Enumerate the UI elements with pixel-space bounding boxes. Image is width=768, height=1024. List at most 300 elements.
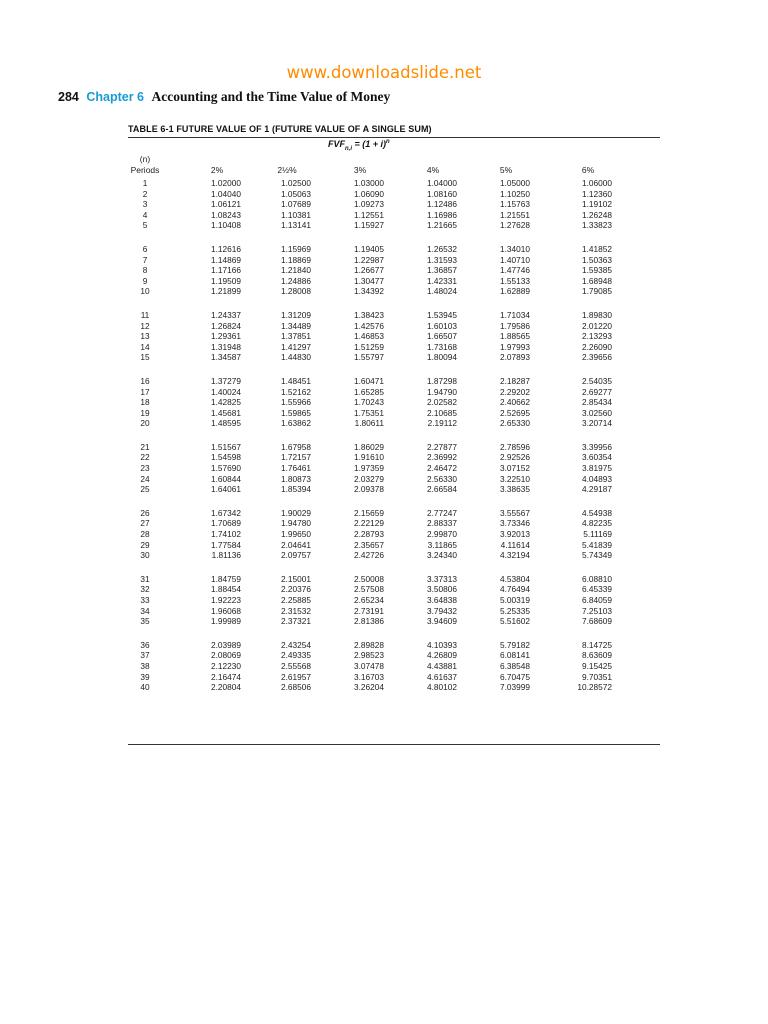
value-cell: 1.40710 [500, 254, 530, 265]
value-cell: 1.68948 [582, 275, 612, 286]
period-cell: 37 [140, 650, 150, 661]
value-cell: 2.56330 [427, 473, 457, 484]
value-cell: 1.14869 [211, 254, 241, 265]
value-cell: 1.19405 [354, 243, 384, 254]
value-cell: 1.97993 [500, 341, 530, 352]
table-title: TABLE 6-1 FUTURE VALUE OF 1 (FUTURE VALUE OF A SINGLE SUM) [128, 124, 432, 134]
value-cell: 10.28572 [577, 682, 612, 693]
value-cell: 1.33823 [582, 220, 612, 231]
value-cell: 1.10381 [281, 209, 311, 220]
value-cell: 1.40024 [211, 386, 241, 397]
value-cell: 1.59385 [582, 265, 612, 276]
period-cell: 2 [142, 188, 148, 199]
value-cell: 3.07478 [354, 660, 384, 671]
value-cell: 2.20376 [281, 584, 311, 595]
value-cell: 1.70243 [354, 397, 384, 408]
chapter-label: Chapter 6 [86, 90, 144, 104]
value-cell: 2.66584 [427, 484, 457, 495]
watermark-text: www.downloadslide.net [286, 63, 482, 82]
value-cell: 1.34489 [281, 320, 311, 331]
period-cell: 9 [142, 275, 148, 286]
table-row [128, 540, 660, 551]
value-cell: 2.40662 [500, 397, 530, 408]
value-cell: 1.88565 [500, 331, 530, 342]
value-cell: 2.35657 [354, 539, 384, 550]
value-cell: 2.57508 [354, 584, 384, 595]
value-cell: 2.92526 [500, 452, 530, 463]
period-cell: 10 [140, 286, 150, 297]
value-cell: 1.06090 [354, 188, 384, 199]
value-cell: 1.59865 [281, 407, 311, 418]
table-top-rule [128, 137, 660, 138]
value-cell: 1.07689 [281, 199, 311, 210]
value-cell: 3.37313 [427, 573, 457, 584]
value-cell: 2.81386 [354, 616, 384, 627]
period-cell: 16 [140, 375, 150, 386]
value-cell: 1.41297 [281, 341, 311, 352]
table-row [128, 529, 660, 540]
value-cell: 1.24886 [281, 275, 311, 286]
value-cell: 1.42825 [211, 397, 241, 408]
value-cell: 1.08243 [211, 209, 241, 220]
value-cell: 2.85434 [582, 397, 612, 408]
period-cell: 18 [140, 397, 150, 408]
value-cell: 2.54035 [582, 375, 612, 386]
value-cell: 1.31948 [211, 341, 241, 352]
period-cell: 36 [140, 639, 150, 650]
period-cell: 5 [142, 220, 148, 231]
value-cell: 6.08141 [500, 650, 530, 661]
value-cell: 1.45681 [211, 407, 241, 418]
table-row [128, 584, 660, 595]
value-cell: 1.80611 [354, 418, 384, 429]
row-group [128, 310, 660, 363]
column-header-2-5pct: 2½% [277, 165, 297, 175]
value-cell: 1.09273 [354, 199, 384, 210]
value-cell: 3.79432 [427, 605, 457, 616]
value-cell: 1.63862 [281, 418, 311, 429]
value-cell: 4.53804 [500, 573, 530, 584]
period-cell: 1 [142, 178, 148, 188]
value-cell: 1.67958 [281, 441, 311, 452]
value-cell: 3.24340 [427, 550, 457, 561]
period-cell: 12 [140, 320, 150, 331]
period-cell: 8 [142, 265, 148, 276]
table-row [128, 650, 660, 661]
value-cell: 1.48024 [427, 286, 457, 297]
value-cell: 3.94609 [427, 616, 457, 627]
value-cell: 1.08160 [427, 188, 457, 199]
table-row [128, 616, 660, 627]
period-cell: 28 [140, 529, 150, 540]
value-cell: 1.52162 [281, 386, 311, 397]
table-row [128, 286, 660, 297]
value-cell: 1.67342 [211, 507, 241, 518]
value-cell: 1.26248 [582, 209, 612, 220]
value-cell: 2.99870 [427, 529, 457, 540]
row-group [128, 178, 660, 231]
table-bottom-rule [128, 744, 660, 745]
table-row [128, 244, 660, 255]
value-cell: 1.34587 [211, 352, 241, 363]
formula-i: i [380, 139, 384, 149]
value-cell: 1.28008 [281, 286, 311, 297]
value-cell: 1.91610 [354, 452, 384, 463]
value-cell: 2.26090 [582, 341, 612, 352]
value-cell: 2.25885 [281, 595, 311, 605]
value-cell: 2.42726 [354, 550, 384, 561]
periods-header: Periods [130, 165, 160, 175]
value-cell: 1.60844 [211, 473, 241, 484]
value-cell: 3.38635 [500, 484, 530, 495]
value-cell: 1.34010 [500, 243, 530, 254]
value-cell: 2.98523 [354, 650, 384, 661]
chapter-title: Accounting and the Time Value of Money [151, 89, 391, 104]
value-cell: 1.62889 [500, 286, 530, 297]
value-cell: 1.10250 [500, 188, 530, 199]
value-cell: 2.61957 [281, 671, 311, 682]
value-cell: 1.57690 [211, 463, 241, 474]
value-cell: 6.84059 [582, 595, 612, 605]
value-cell: 2.49335 [281, 650, 311, 661]
value-cell: 1.04000 [427, 178, 457, 188]
value-cell: 1.37279 [211, 375, 241, 386]
value-cell: 7.25103 [582, 605, 612, 616]
value-cell: 1.26677 [354, 265, 384, 276]
value-cell: 4.82235 [582, 518, 612, 529]
value-cell: 4.26809 [427, 650, 457, 661]
value-cell: 2.37321 [281, 616, 311, 627]
period-cell: 11 [140, 309, 150, 320]
period-cell: 30 [140, 550, 150, 561]
table-row [128, 595, 660, 606]
value-cell: 4.54938 [582, 507, 612, 518]
table-row [128, 463, 660, 474]
value-cell: 6.45339 [582, 584, 612, 595]
value-cell: 1.02500 [281, 178, 311, 188]
value-cell: 1.38423 [354, 309, 384, 320]
value-cell: 3.81975 [582, 463, 612, 474]
value-cell: 2.20804 [211, 682, 241, 693]
value-cell: 1.02000 [211, 178, 241, 188]
value-cell: 1.22987 [354, 254, 384, 265]
value-cell: 3.02560 [582, 407, 612, 418]
value-cell: 2.18287 [500, 375, 530, 386]
value-cell: 2.27877 [427, 441, 457, 452]
value-cell: 1.12616 [211, 243, 241, 254]
value-cell: 2.31532 [281, 605, 311, 616]
value-cell: 2.65234 [354, 595, 384, 605]
value-cell: 2.03279 [354, 473, 384, 484]
table-row [128, 276, 660, 287]
value-cell: 1.06121 [211, 199, 241, 210]
column-header-4pct: 4% [426, 165, 440, 175]
value-cell: 1.50363 [582, 254, 612, 265]
period-cell: 23 [140, 463, 150, 474]
value-cell: 1.10408 [211, 220, 241, 231]
table-row [128, 606, 660, 617]
table-row [128, 387, 660, 398]
value-cell: 2.28793 [354, 529, 384, 540]
value-cell: 5.51602 [500, 616, 530, 627]
value-cell: 1.89830 [582, 309, 612, 320]
value-cell: 1.77584 [211, 539, 241, 550]
row-group [128, 574, 660, 627]
table-row [128, 189, 660, 200]
page-number: 284 [58, 90, 79, 104]
table-row [128, 342, 660, 353]
value-cell: 1.21665 [427, 220, 457, 231]
value-cell: 3.26204 [354, 682, 384, 693]
value-cell: 1.86029 [354, 441, 384, 452]
value-cell: 1.76461 [281, 463, 311, 474]
table-row [128, 508, 660, 519]
value-cell: 1.74102 [211, 529, 241, 540]
table-row [128, 310, 660, 321]
value-cell: 1.42576 [354, 320, 384, 331]
table-row [128, 640, 660, 651]
value-cell: 1.99989 [211, 616, 241, 627]
value-cell: 6.70475 [500, 671, 530, 682]
value-cell: 2.02582 [427, 397, 457, 408]
n-label: (n) [139, 154, 151, 164]
value-cell: 1.05000 [500, 178, 530, 188]
period-cell: 34 [140, 605, 150, 616]
value-cell: 1.12360 [582, 188, 612, 199]
value-cell: 1.46853 [354, 331, 384, 342]
value-cell: 8.14725 [582, 639, 612, 650]
value-cell: 2.09378 [354, 484, 384, 495]
period-cell: 24 [140, 473, 150, 484]
table-row [128, 518, 660, 529]
table-row [128, 210, 660, 221]
table-row [128, 418, 660, 429]
value-cell: 2.50008 [354, 573, 384, 584]
value-cell: 1.92223 [211, 595, 241, 605]
value-cell: 1.03000 [354, 178, 384, 188]
period-cell: 14 [140, 341, 150, 352]
value-cell: 4.32194 [500, 550, 530, 561]
value-cell: 6.08810 [582, 573, 612, 584]
column-header-3pct: 3% [353, 165, 367, 175]
value-cell: 1.19509 [211, 275, 241, 286]
value-cell: 1.31209 [281, 309, 311, 320]
value-cell: 1.15763 [500, 199, 530, 210]
formula-subscript: n,i [345, 145, 352, 152]
value-cell: 1.18869 [281, 254, 311, 265]
value-cell: 1.51567 [211, 441, 241, 452]
period-cell: 13 [140, 331, 150, 342]
table-row [128, 682, 660, 693]
value-cell: 1.81136 [211, 550, 241, 561]
row-group [128, 376, 660, 429]
value-cell: 3.50806 [427, 584, 457, 595]
value-cell: 1.48451 [281, 375, 311, 386]
table-row [128, 321, 660, 332]
value-cell: 1.65285 [354, 386, 384, 397]
value-cell: 5.41839 [582, 539, 612, 550]
value-cell: 1.24337 [211, 309, 241, 320]
value-cell: 1.05063 [281, 188, 311, 199]
period-cell: 39 [140, 671, 150, 682]
value-cell: 1.85394 [281, 484, 311, 495]
value-cell: 2.08069 [211, 650, 241, 661]
value-cell: 7.68609 [582, 616, 612, 627]
value-cell: 3.39956 [582, 441, 612, 452]
row-group [128, 244, 660, 297]
formula-close: ) [383, 139, 387, 149]
formula-superscript: n [386, 139, 390, 145]
period-cell: 22 [140, 452, 150, 463]
value-cell: 1.80873 [281, 473, 311, 484]
value-cell: 5.25335 [500, 605, 530, 616]
period-cell: 20 [140, 418, 150, 429]
value-cell: 1.06000 [582, 178, 612, 188]
period-cell: 21 [140, 441, 150, 452]
value-cell: 3.11865 [427, 539, 457, 550]
running-head [58, 89, 390, 105]
value-cell: 2.43254 [281, 639, 311, 650]
value-cell: 1.79586 [500, 320, 530, 331]
value-cell: 2.19112 [427, 418, 457, 429]
period-cell: 15 [140, 352, 150, 363]
column-header-2pct: 2% [210, 165, 224, 175]
value-cell: 3.07152 [500, 463, 530, 474]
value-cell: 4.76494 [500, 584, 530, 595]
table-row [128, 442, 660, 453]
value-cell: 1.42331 [427, 275, 457, 286]
value-cell: 2.01220 [582, 320, 612, 331]
value-cell: 7.03999 [500, 682, 530, 693]
value-cell: 2.68506 [281, 682, 311, 693]
value-cell: 1.19102 [582, 199, 612, 210]
row-group [128, 508, 660, 561]
value-cell: 1.54598 [211, 452, 241, 463]
table-row [128, 452, 660, 463]
period-cell: 35 [140, 616, 150, 627]
value-cell: 5.11169 [583, 529, 612, 540]
value-cell: 1.84759 [211, 573, 241, 584]
value-cell: 1.73168 [427, 341, 457, 352]
value-cell: 1.36857 [427, 265, 457, 276]
value-cell: 4.80102 [427, 682, 457, 693]
value-cell: 2.10685 [427, 407, 457, 418]
value-cell: 1.12486 [427, 199, 457, 210]
value-cell: 1.21840 [281, 265, 311, 276]
value-cell: 2.16474 [211, 671, 241, 682]
value-cell: 9.70351 [582, 671, 612, 682]
value-cell: 1.04040 [211, 188, 241, 199]
value-cell: 1.21551 [500, 209, 530, 220]
value-cell: 2.77247 [427, 507, 457, 518]
value-cell: 2.65330 [500, 418, 530, 429]
value-cell: 2.69277 [582, 386, 612, 397]
value-cell: 1.48595 [211, 418, 241, 429]
table-row [128, 672, 660, 683]
period-cell: 26 [140, 507, 150, 518]
value-cell: 1.27628 [500, 220, 530, 231]
value-cell: 2.22129 [354, 518, 384, 529]
value-cell: 1.53945 [427, 309, 457, 320]
value-cell: 8.63609 [582, 650, 612, 661]
period-cell: 17 [140, 386, 150, 397]
table-row [128, 397, 660, 408]
value-cell: 2.07893 [500, 352, 530, 363]
value-cell: 1.15927 [354, 220, 384, 231]
value-cell: 2.09757 [281, 550, 311, 561]
value-cell: 1.41852 [582, 243, 612, 254]
value-cell: 2.88337 [427, 518, 457, 529]
value-cell: 9.15425 [582, 660, 612, 671]
value-cell: 2.78596 [500, 441, 530, 452]
period-cell: 40 [140, 682, 150, 693]
table-formula [328, 139, 390, 152]
value-cell: 3.22510 [500, 473, 530, 484]
value-cell: 1.44830 [281, 352, 311, 363]
period-cell: 32 [140, 584, 150, 595]
value-cell: 1.64061 [211, 484, 241, 495]
value-cell: 1.26824 [211, 320, 241, 331]
value-cell: 1.55133 [500, 275, 530, 286]
value-cell: 1.66507 [427, 331, 457, 342]
value-cell: 1.88454 [211, 584, 241, 595]
column-header-6pct: 6% [581, 165, 595, 175]
period-cell: 25 [140, 484, 150, 495]
value-cell: 5.74349 [582, 550, 612, 561]
value-cell: 1.80094 [427, 352, 457, 363]
period-cell: 4 [142, 209, 148, 220]
value-cell: 1.99650 [281, 529, 311, 540]
value-cell: 1.12551 [354, 209, 384, 220]
table-row [128, 550, 660, 561]
value-cell: 2.03989 [211, 639, 241, 650]
value-cell: 1.17166 [211, 265, 241, 276]
value-cell: 1.15969 [281, 243, 311, 254]
value-cell: 1.21899 [211, 286, 241, 297]
value-cell: 1.29361 [211, 331, 241, 342]
value-cell: 4.29187 [582, 484, 612, 495]
value-cell: 1.94780 [281, 518, 311, 529]
value-cell: 1.97359 [354, 463, 384, 474]
period-cell: 31 [140, 573, 150, 584]
table-row [128, 265, 660, 276]
period-cell: 38 [140, 660, 150, 671]
value-cell: 1.75351 [354, 407, 384, 418]
table-row [128, 352, 660, 363]
table-row [128, 220, 660, 231]
value-cell: 6.38548 [500, 660, 530, 671]
value-cell: 1.16986 [427, 209, 457, 220]
period-cell: 33 [140, 595, 150, 605]
value-cell: 1.60471 [354, 375, 384, 386]
value-cell: 3.60354 [582, 452, 612, 463]
period-cell: 7 [142, 254, 148, 265]
value-cell: 2.04641 [281, 539, 311, 550]
value-cell: 1.71034 [500, 309, 530, 320]
value-cell: 2.73191 [354, 605, 384, 616]
value-cell: 3.92013 [500, 529, 530, 540]
value-cell: 2.46472 [427, 463, 457, 474]
table-row [128, 178, 660, 189]
value-cell: 2.52695 [500, 407, 530, 418]
value-cell: 3.55567 [500, 507, 530, 518]
formula-lhs: FVF [328, 139, 345, 149]
period-cell: 3 [142, 199, 148, 210]
value-cell: 1.37851 [281, 331, 311, 342]
value-cell: 5.79182 [500, 639, 530, 650]
table-row [128, 199, 660, 210]
table-row [128, 574, 660, 585]
